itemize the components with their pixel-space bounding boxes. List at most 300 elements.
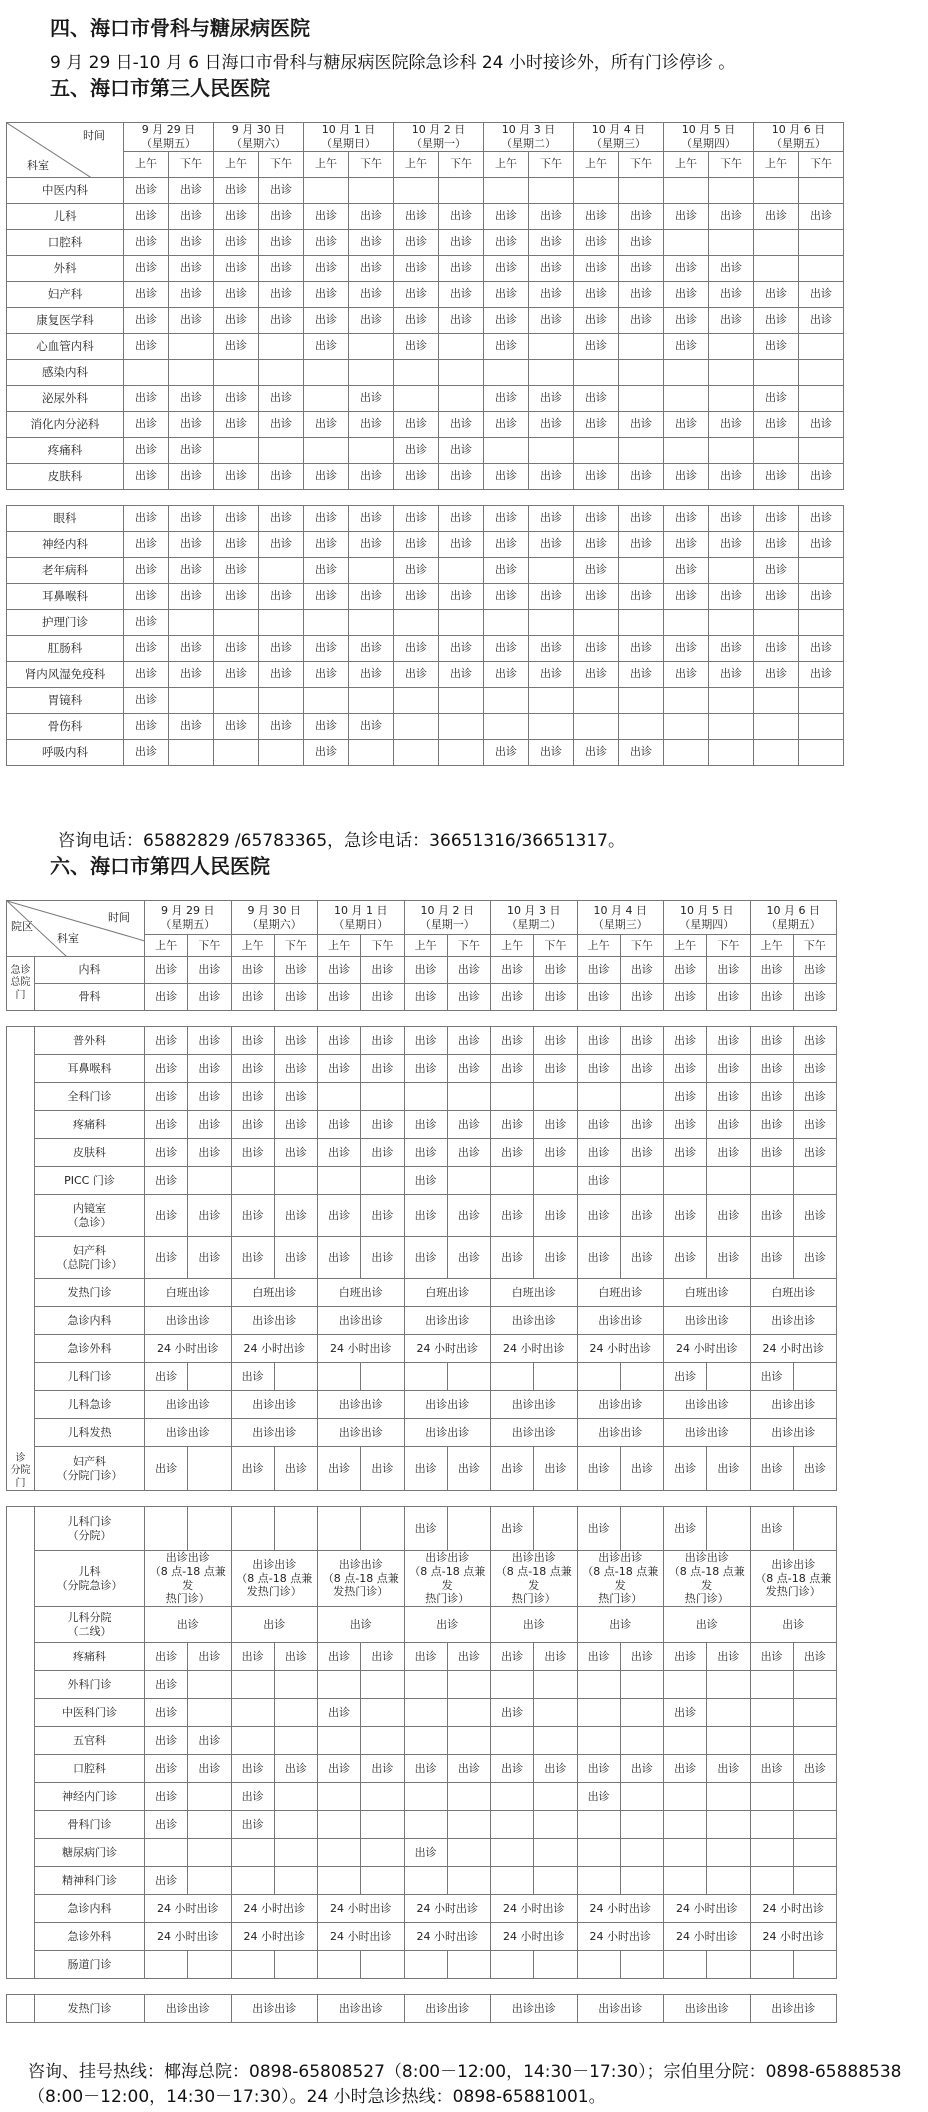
schedule-cell: 出诊 [619,255,664,281]
merged-cell: 出诊出诊 [145,1995,232,2023]
schedule-cell [259,609,304,635]
merged-cell: 出诊出诊 [750,1307,837,1335]
schedule-cell: 出诊 [664,1507,707,1551]
schedule-cell [577,1867,620,1895]
schedule-cell: 出诊 [169,437,214,463]
merged-cell: 出诊出诊 [318,1307,405,1335]
schedule-cell: 出诊 [145,1139,188,1167]
schedule-cell [709,177,754,203]
schedule-cell [574,437,619,463]
schedule-cell [491,1083,534,1111]
spacer-row [7,489,844,505]
schedule-cell: 出诊 [124,505,169,531]
area-label-blank [7,1995,35,2023]
pm-header: 下午 [707,935,750,957]
date-header: 10 月 5 日 （星期四） [664,901,751,935]
schedule-cell: 出诊 [491,957,534,984]
table-row [7,1363,837,1391]
schedule-cell: 出诊 [577,1507,620,1551]
schedule-cell [394,385,439,411]
schedule-cell [259,333,304,359]
schedule-cell: 出诊 [491,984,534,1011]
schedule-cell: 出诊 [534,1755,577,1783]
schedule-cell [529,557,574,583]
schedule-cell: 出诊 [124,739,169,765]
schedule-cell [349,557,394,583]
schedule-cell [620,1671,663,1699]
schedule-cell [709,229,754,255]
schedule-cell: 出诊 [793,1447,836,1491]
schedule-cell [231,1727,274,1755]
merged-cell: 出诊出诊 [664,1419,751,1447]
schedule-cell: 出诊 [577,1447,620,1491]
schedule-cell: 出诊 [404,1167,447,1195]
dept-name: 外科 [7,255,124,281]
table-row [7,1755,837,1783]
schedule-cell [707,1727,750,1755]
spacer [7,1491,837,1507]
schedule-cell: 出诊 [484,229,529,255]
schedule-cell [361,1363,404,1391]
schedule-cell: 出诊 [709,255,754,281]
table-row [7,1055,837,1083]
schedule-cell: 出诊 [574,583,619,609]
schedule-cell: 出诊 [124,203,169,229]
dept-name: 皮肤科 [35,1139,145,1167]
schedule-cell: 出诊 [619,463,664,489]
spacer-row [7,1979,837,1995]
schedule-cell: 出诊 [529,505,574,531]
schedule-cell [619,359,664,385]
schedule-cell: 出诊 [709,307,754,333]
schedule-cell: 出诊 [619,281,664,307]
schedule-cell: 出诊 [404,1055,447,1083]
schedule-cell: 出诊 [754,385,799,411]
schedule-cell: 出诊 [349,411,394,437]
schedule-cell [484,609,529,635]
schedule-cell [259,687,304,713]
table-row [7,1083,837,1111]
merged-cell: 24 小时出诊 [664,1923,751,1951]
schedule-cell: 出诊 [793,1055,836,1083]
dept-name: 内镜室 （急诊） [35,1195,145,1237]
schedule-cell: 出诊 [124,281,169,307]
schedule-cell: 出诊 [214,255,259,281]
schedule-cell [577,1363,620,1391]
schedule-cell: 出诊 [404,1139,447,1167]
schedule-cell: 出诊 [394,203,439,229]
am-header: 上午 [318,935,361,957]
schedule-cell: 出诊 [274,957,317,984]
dept-name: 神经内门诊 [35,1783,145,1811]
schedule-cell: 出诊 [349,307,394,333]
schedule-cell: 出诊 [484,463,529,489]
schedule-cell: 出诊 [318,1643,361,1671]
schedule-cell [361,1727,404,1755]
merged-cell: 出诊 [491,1607,578,1643]
schedule-cell: 出诊 [318,1027,361,1055]
schedule-cell: 出诊 [529,203,574,229]
schedule-cell: 出诊 [709,531,754,557]
schedule-cell [620,1167,663,1195]
schedule-cell: 出诊 [169,661,214,687]
schedule-cell [349,359,394,385]
table-row [7,635,844,661]
schedule-cell: 出诊 [304,661,349,687]
schedule-cell: 出诊 [484,255,529,281]
schedule-cell: 出诊 [259,505,304,531]
schedule-cell: 出诊 [750,1055,793,1083]
schedule-cell: 出诊 [577,984,620,1011]
dept-name: 内科 [35,957,145,984]
schedule-cell: 出诊 [124,333,169,359]
schedule-cell: 出诊 [534,984,577,1011]
section5-title: 五、海口市第三人民医院 [50,76,270,100]
spacer [7,1011,837,1027]
schedule-cell [574,359,619,385]
header-row [7,123,844,152]
schedule-cell [529,713,574,739]
date-header: 10 月 1 日 （星期日） [318,901,405,935]
schedule-cell [619,609,664,635]
schedule-cell: 出诊 [574,385,619,411]
schedule-cell [799,739,844,765]
schedule-cell: 出诊 [169,385,214,411]
merged-cell: 出诊出诊 [577,1307,664,1335]
schedule-cell: 出诊 [304,203,349,229]
merged-cell: 24 小时出诊 [145,1335,232,1363]
schedule-cell [529,609,574,635]
schedule-cell: 出诊 [574,661,619,687]
schedule-cell: 出诊 [231,1027,274,1055]
dept-name: 心血管内科 [7,333,124,359]
dept-name: 胃镜科 [7,687,124,713]
schedule-cell [439,557,484,583]
schedule-cell [664,1951,707,1979]
schedule-cell: 出诊 [404,1755,447,1783]
schedule-cell: 出诊 [304,411,349,437]
table-row [7,411,844,437]
dept-name: 中医科门诊 [35,1699,145,1727]
header-time-label: 时间 [83,129,105,142]
schedule-cell [214,359,259,385]
merged-cell: 白班出诊 [404,1279,491,1307]
schedule-cell: 出诊 [529,385,574,411]
schedule-cell: 出诊 [534,1195,577,1237]
schedule-cell [754,687,799,713]
schedule-cell: 出诊 [304,739,349,765]
schedule-cell: 出诊 [664,984,707,1011]
table-row [7,385,844,411]
schedule-cell [145,1951,188,1979]
schedule-cell: 出诊 [534,1643,577,1671]
schedule-cell [231,1951,274,1979]
schedule-cell: 出诊 [349,463,394,489]
schedule-cell: 出诊 [754,411,799,437]
schedule-cell [274,1867,317,1895]
table-row [7,1237,837,1279]
schedule-cell: 出诊 [231,1447,274,1491]
schedule-cell: 出诊 [664,531,709,557]
schedule-cell: 出诊 [361,957,404,984]
schedule-cell: 出诊 [447,1027,490,1055]
schedule-cell: 出诊 [750,1755,793,1783]
schedule-cell: 出诊 [577,1111,620,1139]
schedule-cell [709,713,754,739]
schedule-cell: 出诊 [274,984,317,1011]
schedule-cell: 出诊 [214,177,259,203]
schedule-cell [447,1699,490,1727]
schedule-cell [707,1671,750,1699]
schedule-cell [439,713,484,739]
schedule-cell [169,359,214,385]
schedule-cell: 出诊 [404,957,447,984]
pm-header: 下午 [274,935,317,957]
schedule-cell: 出诊 [574,739,619,765]
schedule-cell [274,1839,317,1867]
am-header: 上午 [214,151,259,177]
schedule-cell [577,1727,620,1755]
schedule-cell: 出诊 [793,957,836,984]
schedule-cell [447,1083,490,1111]
schedule-cell: 出诊 [361,1111,404,1139]
schedule-cell: 出诊 [145,1783,188,1811]
schedule-cell: 出诊 [707,957,750,984]
schedule-cell: 出诊 [491,1139,534,1167]
schedule-cell [534,1839,577,1867]
schedule-cell [750,1167,793,1195]
schedule-cell: 出诊 [439,437,484,463]
merged-cell: 24 小时出诊 [491,1895,578,1923]
schedule-cell: 出诊 [619,531,664,557]
schedule-cell: 出诊 [349,281,394,307]
merged-cell: 24 小时出诊 [145,1923,232,1951]
schedule-cell [145,1507,188,1551]
table-row [7,1027,837,1055]
schedule-cell [664,359,709,385]
schedule-cell: 出诊 [484,557,529,583]
schedule-cell [664,1167,707,1195]
table-row [7,1447,837,1491]
schedule-cell [318,1951,361,1979]
schedule-cell: 出诊 [793,1083,836,1111]
schedule-cell: 出诊 [188,1027,231,1055]
schedule-cell: 出诊 [529,463,574,489]
schedule-cell [799,333,844,359]
schedule-cell [750,1839,793,1867]
header-corner [7,901,145,957]
schedule-cell: 出诊 [124,177,169,203]
schedule-cell: 出诊 [169,255,214,281]
dept-name: 口腔科 [35,1755,145,1783]
table-row [7,609,844,635]
schedule-cell [447,1867,490,1895]
pm-header: 下午 [361,935,404,957]
schedule-cell [529,359,574,385]
schedule-cell [274,1811,317,1839]
schedule-cell: 出诊 [274,1755,317,1783]
dept-name: 口腔科 [7,229,124,255]
schedule-cell [274,1363,317,1391]
schedule-cell: 出诊 [349,531,394,557]
schedule-cell [318,1727,361,1755]
merged-cell: 出诊 [750,1607,837,1643]
schedule-cell: 出诊 [169,531,214,557]
dept-name: 精神科门诊 [35,1867,145,1895]
pm-header: 下午 [439,151,484,177]
pm-header: 下午 [620,935,663,957]
schedule-cell: 出诊 [318,1139,361,1167]
schedule-cell: 出诊 [274,1139,317,1167]
schedule-cell: 出诊 [259,583,304,609]
schedule-cell [484,713,529,739]
merged-cell: 出诊 [664,1607,751,1643]
schedule-cell: 出诊 [750,1111,793,1139]
schedule-cell: 出诊 [750,1027,793,1055]
dept-name: 糖尿病门诊 [35,1839,145,1867]
schedule-cell: 出诊 [484,531,529,557]
schedule-cell [439,359,484,385]
date-header: 9 月 30 日 （星期六） [214,123,304,152]
schedule-cell [231,1507,274,1551]
schedule-cell [259,739,304,765]
header-dept-label: 科室 [27,158,49,172]
schedule-cell: 出诊 [169,713,214,739]
schedule-cell: 出诊 [577,1237,620,1279]
schedule-cell: 出诊 [214,531,259,557]
schedule-cell: 出诊 [574,411,619,437]
schedule-cell: 出诊 [484,333,529,359]
schedule-cell [361,1783,404,1811]
schedule-cell: 出诊 [259,713,304,739]
merged-cell: 出诊出诊 [577,1995,664,2023]
schedule-cell: 出诊 [304,463,349,489]
dept-name: 神经内科 [7,531,124,557]
schedule-cell: 出诊 [361,1139,404,1167]
am-header: 上午 [754,151,799,177]
dept-name: 外科门诊 [35,1671,145,1699]
schedule-cell: 出诊 [707,1111,750,1139]
pm-header: 下午 [793,935,836,957]
schedule-cell [529,333,574,359]
schedule-cell [349,687,394,713]
schedule-cell: 出诊 [664,661,709,687]
header-row [7,901,837,935]
schedule-cell: 出诊 [361,1195,404,1237]
pm-header: 下午 [619,151,664,177]
schedule-cell: 出诊 [484,739,529,765]
schedule-cell: 出诊 [404,1507,447,1551]
schedule-cell [664,385,709,411]
schedule-cell: 出诊 [707,1027,750,1055]
schedule-cell: 出诊 [664,583,709,609]
dept-name: 急诊外科 [35,1923,145,1951]
schedule-cell: 出诊 [361,1055,404,1083]
schedule-cell: 出诊 [799,661,844,687]
schedule-cell [664,1783,707,1811]
schedule-cell: 出诊 [529,281,574,307]
schedule-cell [529,437,574,463]
schedule-cell: 出诊 [491,1027,534,1055]
schedule-cell [349,437,394,463]
schedule-cell: 出诊 [231,1811,274,1839]
merged-cell: 出诊出诊 [664,1391,751,1419]
schedule-cell: 出诊 [439,505,484,531]
schedule-cell [620,1867,663,1895]
table-row [7,255,844,281]
schedule-cell: 出诊 [318,984,361,1011]
schedule-cell: 出诊 [754,463,799,489]
merged-cell: 出诊出诊 [491,1995,578,2023]
dept-name: 儿科发热 [35,1419,145,1447]
schedule-cell: 出诊 [231,1195,274,1237]
schedule-cell [799,557,844,583]
merged-cell: 24 小时出诊 [231,1895,318,1923]
schedule-cell: 出诊 [214,307,259,333]
schedule-cell: 出诊 [259,229,304,255]
schedule-cell [620,1951,663,1979]
schedule-cell: 出诊 [145,1363,188,1391]
schedule-cell: 出诊 [750,957,793,984]
schedule-cell: 出诊 [349,255,394,281]
schedule-cell: 出诊 [169,411,214,437]
schedule-cell: 出诊 [394,411,439,437]
merged-cell: 出诊出诊 [577,1419,664,1447]
schedule-cell: 出诊 [577,1167,620,1195]
merged-cell: 出诊出诊 [145,1419,232,1447]
section5-contact: 咨询电话：65882829 /65783365，急诊电话：36651316/36651317。 [58,831,625,851]
schedule-cell [619,437,664,463]
schedule-cell: 出诊 [214,385,259,411]
pm-header: 下午 [259,151,304,177]
schedule-cell: 出诊 [793,1139,836,1167]
schedule-cell [754,713,799,739]
schedule-cell: 出诊 [484,281,529,307]
table-row [7,984,837,1011]
schedule-cell: 出诊 [619,739,664,765]
schedule-cell [793,1867,836,1895]
dept-name: 老年病科 [7,557,124,583]
schedule-cell: 出诊 [619,411,664,437]
schedule-cell [214,609,259,635]
schedule-cell [799,713,844,739]
schedule-cell: 出诊 [574,203,619,229]
schedule-cell [534,1363,577,1391]
schedule-cell: 出诊 [124,635,169,661]
schedule-cell [304,359,349,385]
schedule-cell [664,229,709,255]
schedule-cell: 出诊 [394,229,439,255]
dept-name: 泌尿外科 [7,385,124,411]
pm-header: 下午 [447,935,490,957]
schedule-cell [799,437,844,463]
section4-notice: 9 月 29 日-10 月 6 日海口市骨科与糖尿病医院除急诊科 24 小时接诊外，所有门诊停诊 。 [50,53,736,73]
schedule-cell [709,687,754,713]
schedule-cell [534,1167,577,1195]
table-row [7,1995,837,2023]
table-row [7,1335,837,1363]
merged-cell: 白班出诊 [318,1279,405,1307]
date-header: 10 月 5 日 （星期四） [664,123,754,152]
schedule-cell: 出诊 [214,229,259,255]
schedule-cell [574,713,619,739]
dept-name: 妇产科 （总院门诊） [35,1237,145,1279]
schedule-cell: 出诊 [664,1755,707,1783]
merged-cell: 出诊 [231,1607,318,1643]
table-row [7,661,844,687]
schedule-cell: 出诊 [145,984,188,1011]
table-row [7,437,844,463]
